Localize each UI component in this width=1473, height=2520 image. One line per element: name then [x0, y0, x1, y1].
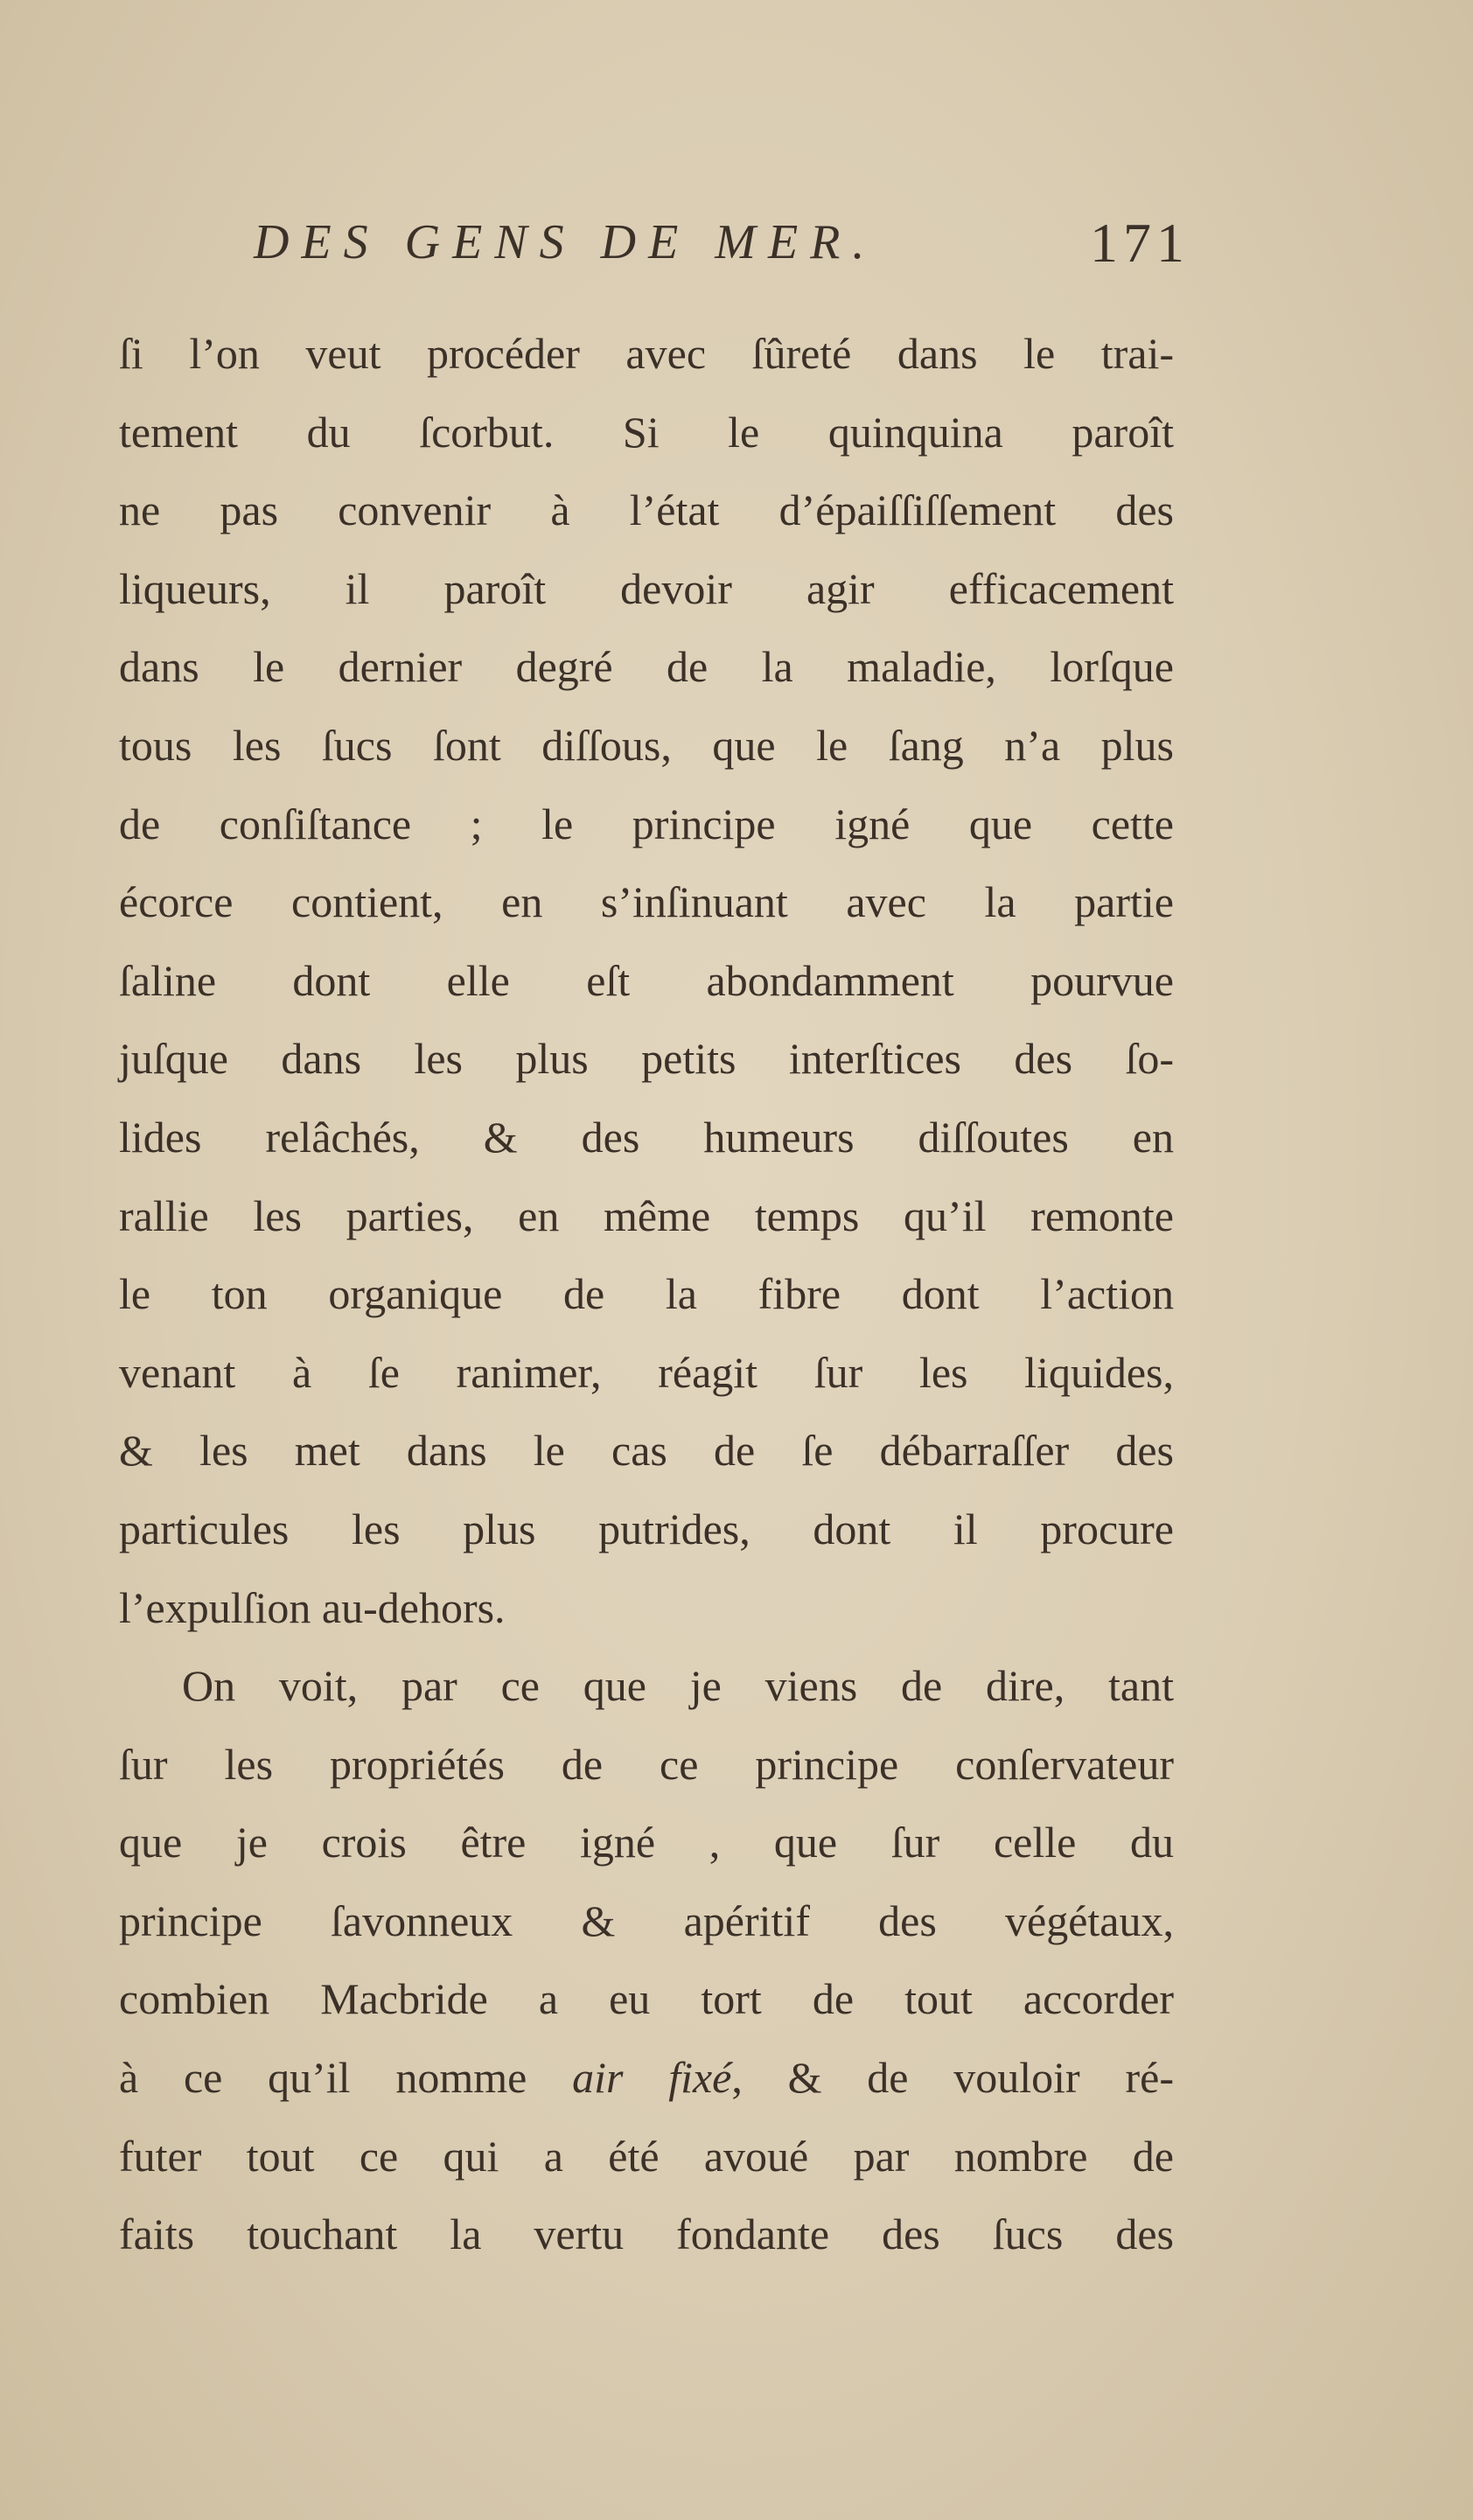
text-line: ſi l’on veut procéder avec ſûreté dans le trai-: [119, 329, 1174, 378]
text-line: dans le dernier degré de la maladie, lorſque: [119, 642, 1174, 692]
page-number: 171: [1090, 212, 1190, 274]
text-segment: , & de vouloir ré-: [731, 2053, 1174, 2103]
text-line: futer tout ce qui a été avoué par nombre de: [119, 2131, 1174, 2181]
text-line: que je crois être igné , que ſur celle du: [119, 1818, 1174, 1867]
text-line: ne pas convenir à l’état d’épaiſſiſſement des: [119, 485, 1174, 535]
text-line: lides relâchés, & des humeurs diſſoutes en: [119, 1112, 1174, 1162]
text-line: de conſiſtance ; le principe igné que cette: [119, 799, 1174, 848]
italic-term: air fixé: [572, 2053, 732, 2103]
text-line: tous les ſucs ſont diſſous, que le ſang n’a plus: [119, 720, 1174, 770]
text-line: écorce contient, en s’inſinuant avec la partie: [119, 877, 1174, 927]
paragraph-end-line: l’expulſion au-dehors.: [119, 1582, 506, 1632]
running-title: DES GENS DE MER.: [254, 215, 877, 269]
text-line: & les met dans le cas de ſe débarraſſer des: [119, 1426, 1174, 1476]
text-line: ſaline dont elle eſt abondamment pourvue: [119, 955, 1174, 1005]
paragraph-start-line: On voit, par ce que je viens de dire, tant: [182, 1661, 1174, 1711]
text-line: liqueurs, il paroît devoir agir efficacement: [119, 563, 1174, 613]
text-line: particules les plus putrides, dont il procure: [119, 1504, 1174, 1553]
text-line: ſur les propriétés de ce principe conſervateur: [119, 1739, 1174, 1789]
text-line: principe ſavonneux & apéritif des végétaux,: [119, 1895, 1174, 1945]
text-line: combien Macbride a eu tort de tout accorder: [119, 1974, 1174, 2024]
text-segment: à ce qu’il nomme: [119, 2053, 573, 2103]
text-line: venant à ſe ranimer, réagit ſur les liquides,: [119, 1347, 1174, 1397]
text-line: juſque dans les plus petits interſtices des ſo-: [119, 1034, 1174, 1084]
text-line: le ton organique de la fibre dont l’action: [119, 1269, 1174, 1319]
text-line: tement du ſcorbut. Si le quinquina paroît: [119, 407, 1174, 457]
running-header: [254, 214, 1190, 284]
text-line: rallie les parties, en même temps qu’il remonte: [119, 1190, 1174, 1240]
page-body-text: [119, 315, 1174, 2274]
text-line: faits touchant la vertu fondante des ſucs des: [119, 2209, 1174, 2259]
text-line-with-italic: [119, 2039, 1174, 2118]
